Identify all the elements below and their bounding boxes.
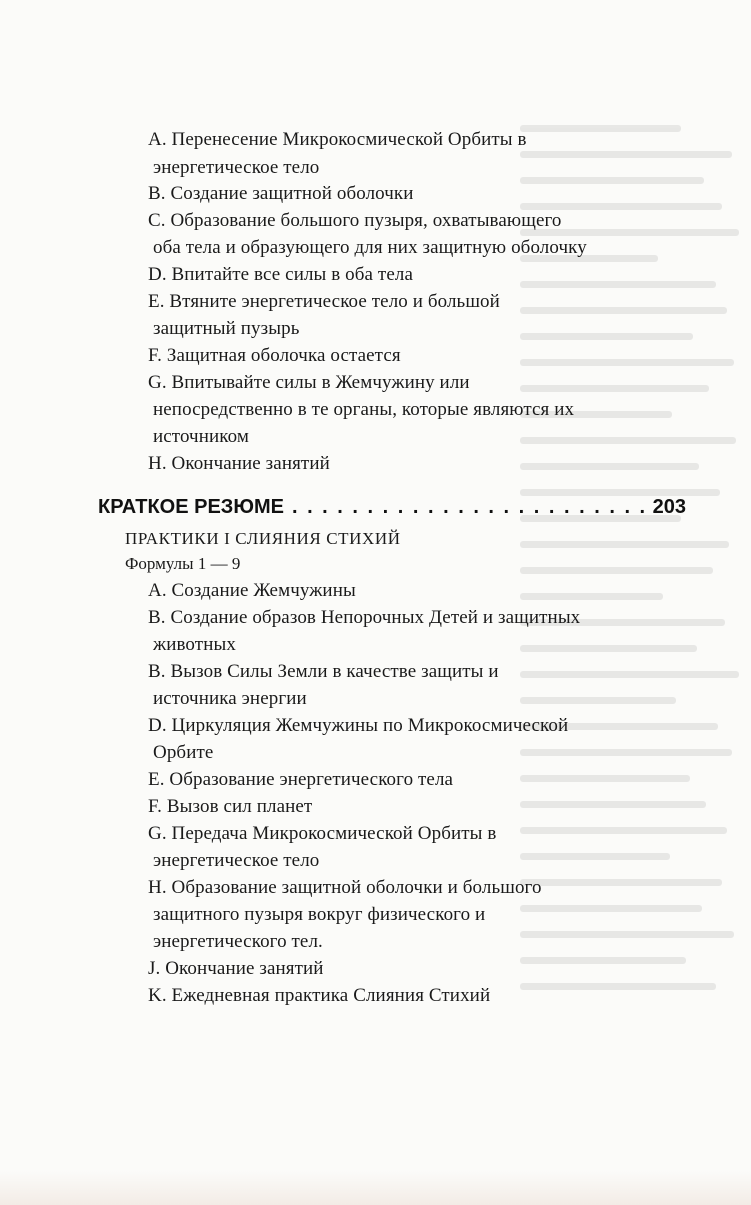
- toc-line: непосредственно в те органы, которые являются их: [153, 399, 575, 420]
- toc-line: H. Образование защитной оболочки и большого: [148, 877, 542, 898]
- section-heading: [98, 493, 686, 521]
- toc-line: F. Вызов сил планет: [148, 796, 313, 817]
- toc-line: энергетическое тело: [153, 157, 320, 178]
- toc-line: G. Впитывайте силы в Жемчужину или: [148, 372, 470, 393]
- toc-line: Орбите: [153, 742, 214, 763]
- toc-line: F. Защитная оболочка остается: [148, 345, 401, 366]
- toc-line: A. Создание Жемчужины: [148, 580, 356, 601]
- toc-line: животных: [153, 634, 236, 655]
- toc-line: защитный пузырь: [153, 318, 300, 339]
- page-edge: [0, 1171, 751, 1205]
- toc-line: источником: [153, 426, 249, 447]
- toc-line: D. Циркуляция Жемчужины по Микрокосмической: [148, 715, 569, 736]
- practice-subtitle: ПРАКТИКИ I СЛИЯНИЯ СТИХИЙ: [125, 529, 401, 548]
- toc-line: D. Впитайте все силы в оба тела: [148, 264, 413, 285]
- toc-line: J. Окончание занятий: [148, 958, 324, 979]
- toc-line: защитного пузыря вокруг физического и: [153, 904, 486, 925]
- toc-line: E. Втяните энергетическое тело и большой: [148, 291, 500, 312]
- toc-line: B. Вызов Силы Земли в качестве защиты и: [148, 661, 499, 682]
- toc-line: А. Перенесение Микрокосмической Орбиты в: [148, 129, 527, 150]
- toc-line: E. Образование энергетического тела: [148, 769, 454, 790]
- section-title: КРАТКОЕ РЕЗЮМЕ: [98, 496, 284, 518]
- page-number: 203: [652, 496, 686, 518]
- toc-line: C. Образование большого пузыря, охватывающего: [148, 210, 562, 231]
- formulas-label: Формулы 1 — 9: [125, 554, 241, 573]
- toc-line: G. Передача Микрокосмической Орбиты в: [148, 823, 497, 844]
- toc-line: K. Ежедневная практика Слияния Стихий: [148, 985, 491, 1006]
- toc-line: B. Создание защитной оболочки: [148, 183, 414, 204]
- toc-line: энергетическое тело: [153, 850, 320, 871]
- toc-line: H. Окончание занятий: [148, 453, 330, 474]
- dot-leader: [292, 493, 645, 521]
- toc-line: оба тела и образующего для них защитную оболочку: [153, 237, 587, 258]
- toc-line: источника энергии: [153, 688, 307, 709]
- toc-line: энергетического тел.: [153, 931, 323, 952]
- toc-line: B. Создание образов Непорочных Детей и защитных: [148, 607, 581, 628]
